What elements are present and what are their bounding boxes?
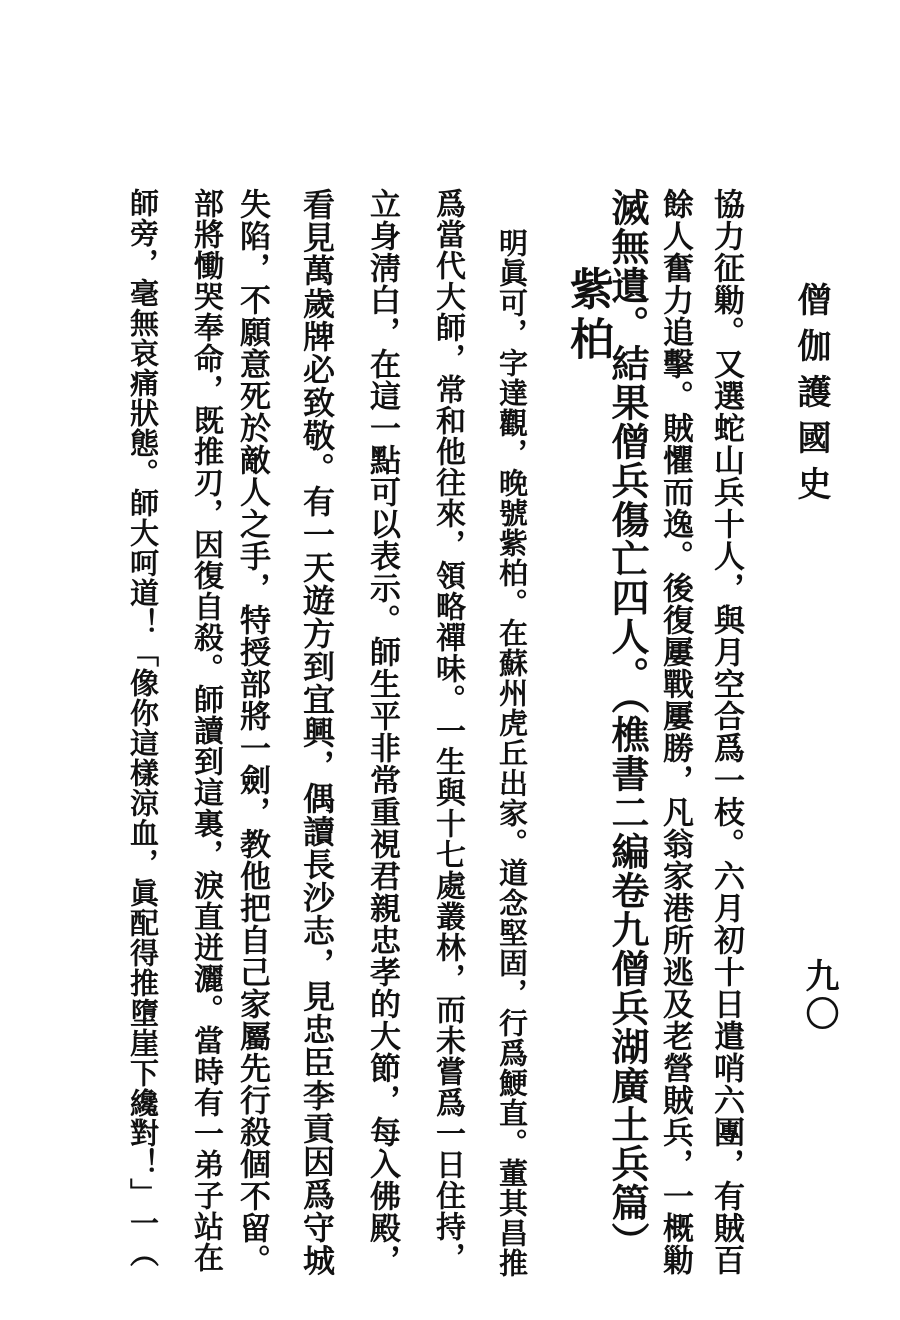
text-column-7: 看見萬歲牌必致敬。有一天遊方到宜興，偶讀長沙志，見忠臣李貢因爲守城: [298, 188, 336, 1277]
running-title: 僧伽護國史: [791, 282, 831, 512]
text-column-9: 部將慟哭奉命，既推刃，因復自殺。師讀到這裏，淚直迸灑。當時有一弟子站在: [188, 188, 223, 1273]
section-heading: 紫柏: [562, 266, 613, 366]
text-column-4: 明眞可，字達觀，晚號紫柏。在蘇州虎丘出家。道念堅固，行爲鯁直。董其昌推: [495, 228, 529, 1278]
text-column-3: 滅無遺。結果僧兵傷亡四人。（樵書二編卷九僧兵湖廣土兵篇）: [605, 188, 650, 1261]
text-column-8: 失陷，不願意死於敵人之手，特授部將一劍，教他把自己家屬先行殺個不留。: [234, 188, 270, 1276]
page-number: 九〇: [799, 958, 839, 1034]
text-column-6: 立身淸白，在這一點可以表示。師生平非常重視君親忠孝的大節，每入佛殿，: [364, 188, 400, 1276]
text-column-1: 協力征勦。又選蛇山兵十人，與月空合爲一枝。六月初十日遣哨六團，有賊百: [708, 188, 744, 1276]
text-column-5: 爲當代大師，常和他往來，領略禪味。一生與十七處叢林，而未嘗爲一日住持，: [430, 188, 465, 1273]
text-column-10: 師旁，毫無哀痛狀態。師大呵道！「像你這樣涼血，眞配得推墮崖下纔對！」一（: [126, 188, 160, 1268]
text-column-2: 餘人奮力追擊。賊懼而逸。後復屢戰屢勝，凡翁家港所逃及老營賊兵，一概勦: [657, 188, 693, 1276]
